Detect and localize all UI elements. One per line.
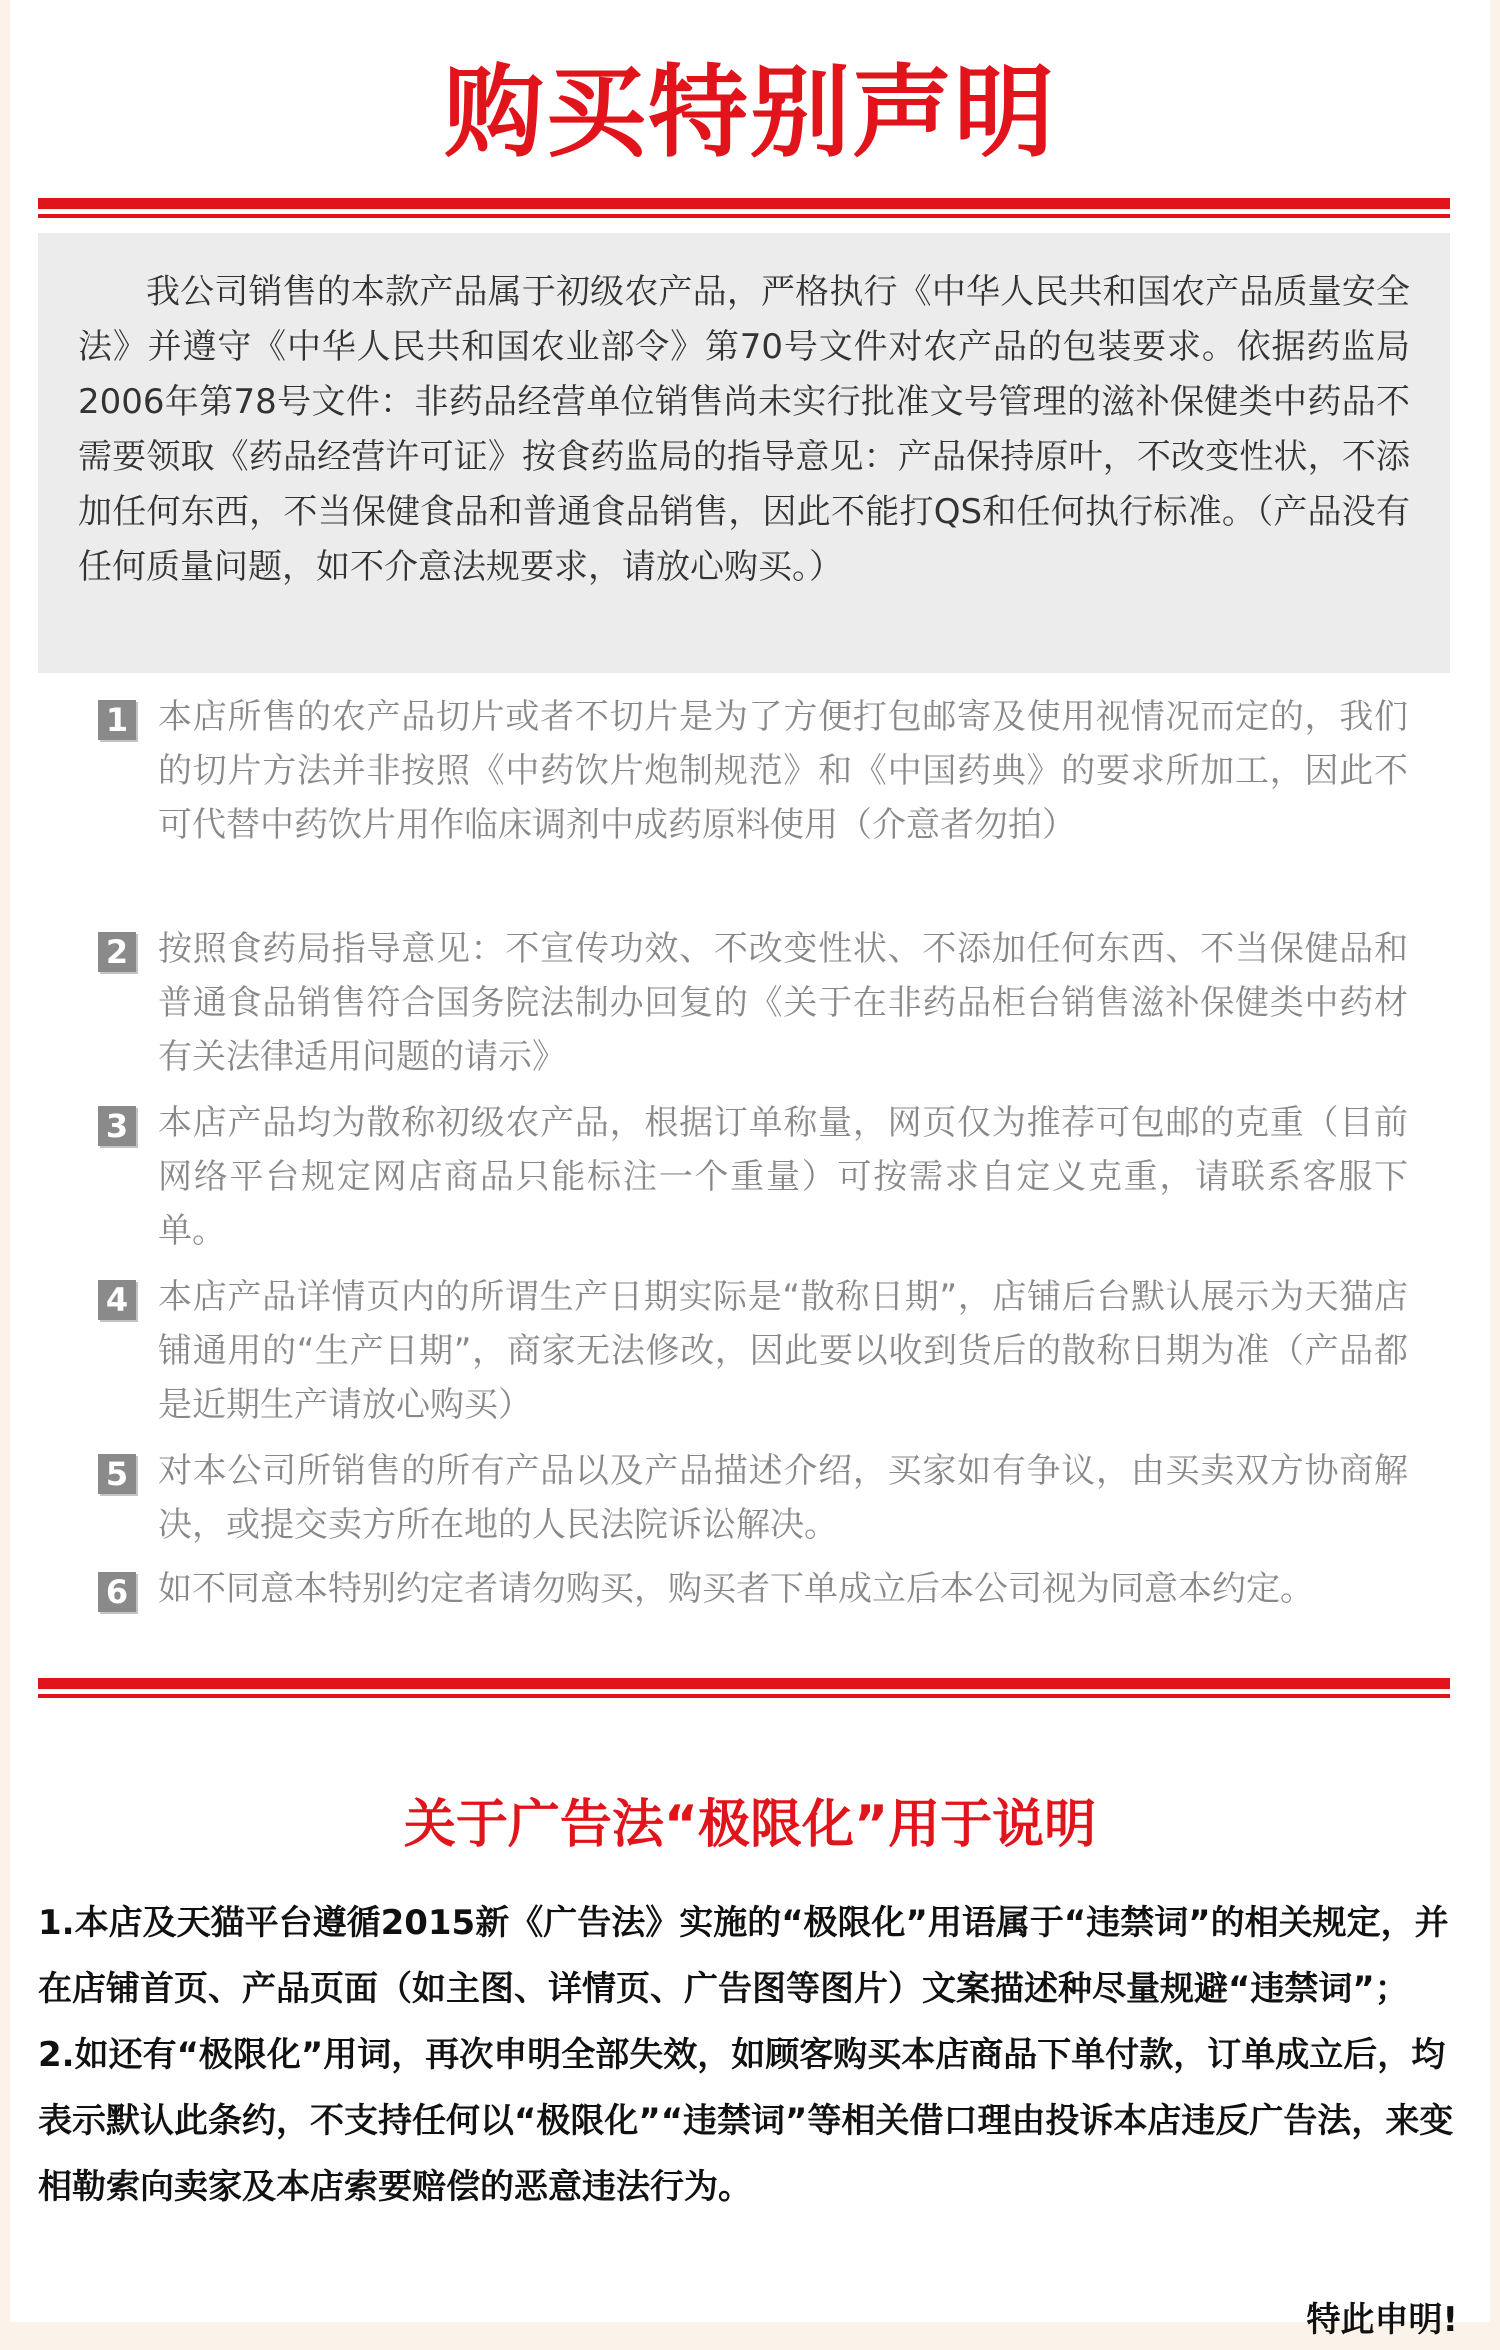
item-number-badge: 6: [98, 1572, 136, 1612]
ad-law-section: [38, 1890, 1468, 2220]
page-title: 购买特别声明: [444, 54, 1056, 171]
list-item: [98, 1444, 1408, 1562]
ad-law-paragraph: 2.如还有“极限化”用词，再次申明全部失效，如顾客购买本店商品下单付款，订单成立后，均表示默认此条约，不支持任何以“极限化”“违禁词”等相关借口理由投诉本店违反广告法，来变相勒索向卖家及本店索要赔偿的恶意违法行为。: [38, 2035, 1454, 2207]
declaration-signoff: 特此申明!: [1306, 2300, 1458, 2340]
bottom-rule-thick: [38, 1678, 1450, 1689]
list-item: [98, 922, 1408, 1096]
item-number-badge: 5: [98, 1454, 136, 1494]
list-item: [98, 1270, 1408, 1444]
list-item: [98, 1096, 1408, 1270]
ad-law-paragraph: 1.本店及天猫平台遵循2015新《广告法》实施的“极限化”用语属于“违禁词”的相关规定，并在店铺首页、产品页面（如主图、详情页、广告图等图片）文案描述种尽量规避“违禁词”；: [38, 1903, 1449, 2009]
title-rule-thick: [38, 198, 1450, 209]
title-rule-thin: [38, 214, 1450, 218]
item-text: 对本公司所销售的所有产品以及产品描述介绍，买家如有争议，由买卖双方协商解决，或提交卖方所在地的人民法院诉讼解决。: [158, 1451, 1408, 1545]
item-text: 本店产品均为散称初级农产品，根据订单称量，网页仅为推荐可包邮的克重（目前网络平台规定网店商品只能标注一个重量）可按需求自定义克重，请联系客服下单。: [158, 1103, 1408, 1251]
item-text: 按照食药局指导意见：不宣传功效、不改变性状、不添加任何东西、不当保健品和普通食品销售符合国务院法制办回复的《关于在非药品柜台销售滋补保健类中药材有关法律适用问题的请示》: [158, 929, 1408, 1077]
ad-law-title: 关于广告法“极限化”用于说明: [403, 1795, 1097, 1855]
notice-text: 我公司销售的本款产品属于初级农产品，严格执行《中华人民共和国农产品质量安全法》并遵守《中华人民共和国农业部令》第70号文件对农产品的包装要求。依据药监局2006年第78号文件：非药品经营单位销售尚未实行批准文号管理的滋补保健类中药品不需要领取《药品经营许可证》按食药监局的指导意见：产品保持原叶，不改变性状，不添加任何东西，不当保健食品和普通食品销售，因此不能打QS和任何执行标准。（产品没有任何质量问题，如不介意法规要求，请放心购买。）: [78, 272, 1410, 587]
bottom-rule-thin: [38, 1694, 1450, 1698]
list-item: [98, 1562, 1408, 1672]
item-number-badge: 4: [98, 1280, 136, 1320]
terms-list: [98, 690, 1408, 1672]
list-item: [98, 690, 1408, 922]
notice-box: [38, 233, 1450, 673]
item-text: 如不同意本特别约定者请勿购买，购买者下单成立后本公司视为同意本约定。: [158, 1569, 1314, 1609]
item-text: 本店所售的农产品切片或者不切片是为了方便打包邮寄及使用视情况而定的，我们的切片方法并非按照《中药饮片炮制规范》和《中国药典》的要求所加工，因此不可代替中药饮片用作临床调剂中成药原料使用（介意者勿拍）: [158, 697, 1408, 845]
item-number-badge: 1: [98, 700, 136, 740]
item-number-badge: 2: [98, 932, 136, 972]
item-text: 本店产品详情页内的所谓生产日期实际是“散称日期”，店铺后台默认展示为天猫店铺通用的“生产日期”，商家无法修改，因此要以收到货后的散称日期为准（产品都是近期生产请放心购买）: [158, 1277, 1408, 1425]
item-number-badge: 3: [98, 1106, 136, 1146]
